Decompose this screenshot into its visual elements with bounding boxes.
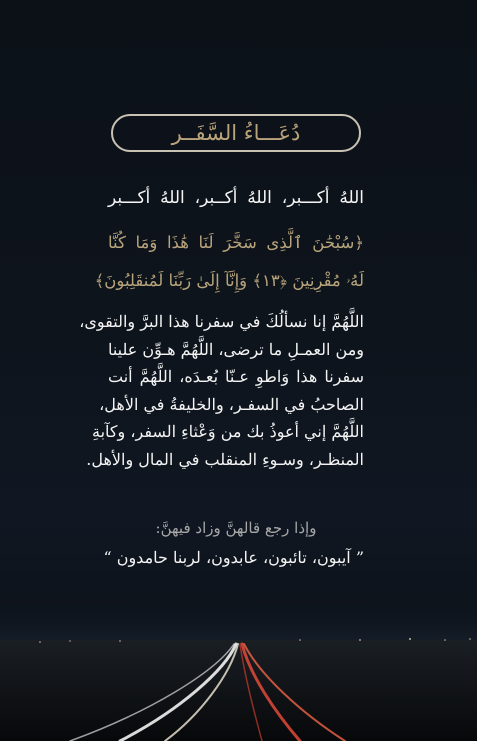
dua-line: المنظـر، وسـوءِ المنقلب في المال والأهل.	[86, 449, 364, 469]
quran-verse	[94, 224, 364, 300]
takbir-line: اللهُ أكـــبر، اللهُ أكــبر، اللهُ أكـــبر	[108, 188, 364, 208]
return-note: وإذا رجع قالهنَّ وزاد فيهنَّ:	[155, 519, 317, 537]
dua-line: ومن العمـلِ ما ترضى، اللَّهُمَّ هـوِّن علينا	[107, 339, 364, 359]
takbir-block	[108, 188, 364, 208]
title-pill	[111, 114, 361, 152]
verse-line-1: ﴿سُبْحَٰنَ ٱلَّذِى سَخَّرَ لَنَا هَٰذَا وَمَا كُنَّا	[108, 233, 364, 252]
return-text: ” آيبون، تائبون، عابدون، لربنا حامدون “	[103, 548, 364, 567]
dua-line: اللَّهُمَّ إني أعوذُ بك من وَعْثاءِ السفر، وكآبةِ	[92, 422, 364, 441]
dua-line: سفرنا هذا وَاطوِ عـنّا بُعـدَه، اللَّهُمَّ أنت	[108, 367, 364, 386]
dua-line: الصاحبُ في السفـر، والخليفةُ في الأهل،	[99, 394, 364, 414]
page-title: دُعَـــاءُ السَّفَــر	[171, 121, 301, 145]
dua-text	[79, 308, 364, 473]
highway-night-image	[0, 600, 477, 741]
dua-line: اللَّهُمَّ إنا نسألُكَ في سفرنا هذا البرَّ والتقوى،	[79, 312, 364, 331]
verse-line-2: لَهُۥ مُقْرِنِينَ ﴿١٣﴾ وَإِنَّآ إِلَىٰ رَبِّنَا لَمُنقَلِبُونَ﴾	[94, 271, 364, 290]
